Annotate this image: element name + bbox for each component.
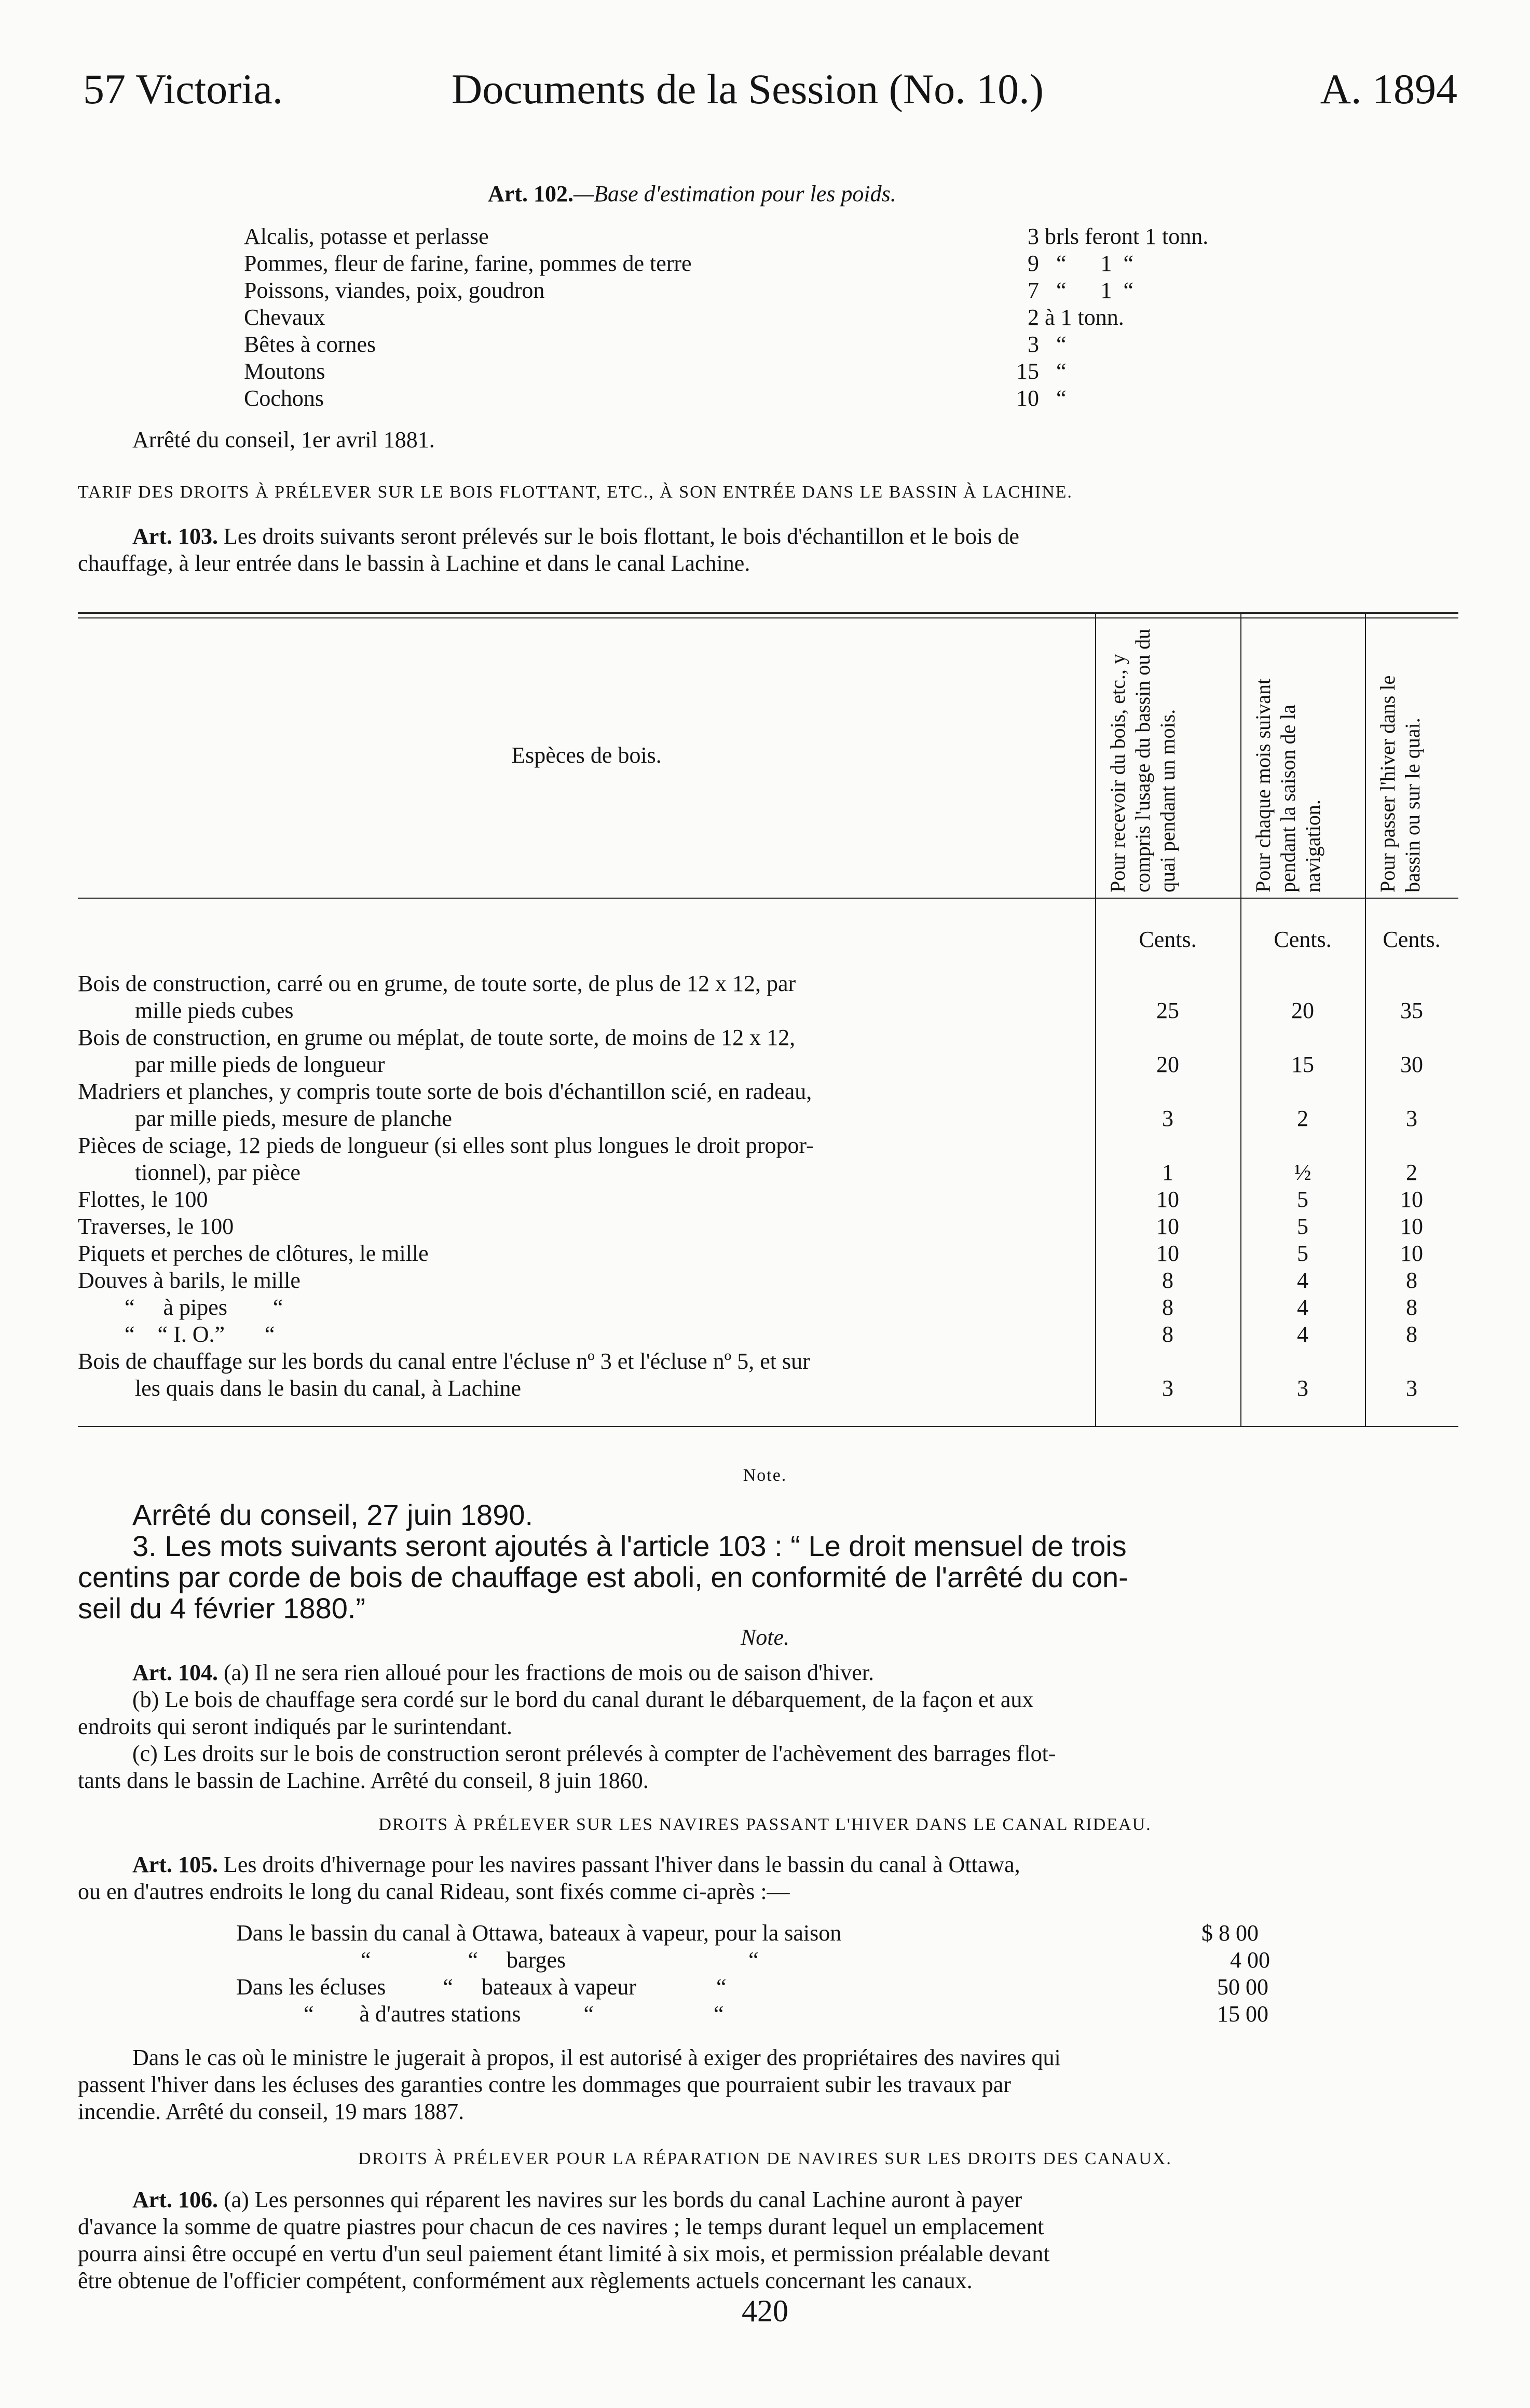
- rideau-heading: DROITS À PRÉLEVER SUR LES NAVIRES PASSANT L'HIVER DANS LE CANAL RIDEAU.: [378, 1815, 1152, 1834]
- table-row: Flottes, le 100 10 5 10: [78, 1187, 1423, 1212]
- art106-line4: être obtenue de l'officier compétent, conformément aux règlements actuels concernant les canaux.: [78, 2268, 973, 2293]
- table-row: Bois de chauffage sur les bords du canal entre l'écluse nº 3 et l'écluse nº 5, et sur les quais dans le basin du canal, à Lachine 3 3 3: [78, 1349, 1417, 1401]
- art102-number: Art. 102.: [488, 181, 573, 207]
- art106-line2: d'avance la somme de quatre piastres pour chacun de ces navires ; le temps durant lequel un emplacement: [78, 2214, 1044, 2239]
- note-line2: centins par corde de bois de chauffage est aboli, en conformité de l'arrêté du con-: [78, 1561, 1128, 1593]
- note-arrete: Arrêté du conseil, 27 juin 1890.: [132, 1498, 534, 1531]
- art105-p1: Dans le cas où le ministre le jugerait à propos, il est autorisé à exiger des propriétaires des navires qui: [132, 2045, 1061, 2070]
- art102-row: Alcalis, potasse et perlasse 3 brls feront 1 tonn.: [244, 224, 1209, 249]
- tariff-table: [78, 612, 1458, 1442]
- art104-a: Art. 104. (a) Il ne sera rien alloué pour les fractions de mois ou de saison d'hiver.: [132, 1660, 874, 1685]
- art105-line2: ou en d'autres endroits le long du canal Rideau, sont fixés comme ci-après :—: [78, 1879, 790, 1904]
- header-year: A. 1894: [1320, 65, 1457, 113]
- col-header-winter: Pour passer l'hiver dans le bassin ou sur le quai.: [1376, 675, 1424, 892]
- art102-heading: —Base d'estimation pour les poids.: [573, 181, 896, 207]
- art106-line1: Art. 106. (a) Les personnes qui réparent les navires sur les bords du canal Lachine auront à payer: [132, 2187, 1022, 2212]
- art103-line2: chauffage, à leur entrée dans le bassin à Lachine et dans le canal Lachine.: [78, 551, 750, 576]
- header-session: 57 Victoria.: [83, 65, 283, 113]
- rate-row: Dans les écluses “ bateaux à vapeur “ 50 00: [236, 1974, 1268, 2000]
- art102-row: Cochons 10 “: [244, 386, 1067, 411]
- art105-p3: incendie. Arrêté du conseil, 19 mars 1887.: [78, 2099, 465, 2124]
- table-row: Pièces de sciage, 12 pieds de longueur (si elles sont plus longues le droit propor- tionnel), par pièce 1 ½ 2: [78, 1133, 1417, 1185]
- table-top-rule-2: [78, 617, 1458, 618]
- table-header-rule: [78, 898, 1458, 899]
- table-row: Bois de construction, en grume ou méplat, de toute sorte, de moins de 12 x 12, par mille pieds de longueur 20 15 30: [78, 1025, 1423, 1077]
- note-italic: Note.: [740, 1625, 790, 1650]
- art103-line1: Art. 103. Les droits suivants seront prélevés sur le bois flottant, le bois d'échantillon et le bois de: [132, 524, 1019, 549]
- art102-row: Moutons 15 “: [244, 359, 1067, 384]
- unit-label: Cents.: [1383, 927, 1441, 952]
- art102-title: [488, 181, 896, 208]
- table-row: Douves à barils, le mille 8 4 8: [78, 1268, 1417, 1293]
- tarif-heading: TARIF DES DROITS À PRÉLEVER SUR LE BOIS FLOTTANT, ETC., À SON ENTRÉE DANS LE BASSIN À LACHINE.: [78, 483, 1073, 502]
- table-row: Piquets et perches de clôtures, le mille 10 5 10: [78, 1241, 1423, 1266]
- art105-line1: Art. 105. Les droits d'hivernage pour les navires passant l'hiver dans le bassin du canal à Ottawa,: [132, 1852, 1020, 1877]
- table-row: “ à pipes “ 8 4 8: [125, 1295, 1417, 1320]
- art104-c1: (c) Les droits sur le bois de construction seront prélevés à compter de l'achèvement des barrages flot-: [132, 1741, 1056, 1766]
- unit-label: Cents.: [1274, 927, 1332, 952]
- art102-arrete: Arrêté du conseil, 1er avril 1881.: [132, 427, 435, 452]
- note-title: Note.: [743, 1466, 787, 1485]
- art102-row: Chevaux 2 à 1 tonn.: [244, 305, 1124, 330]
- table-bottom-rule: [78, 1426, 1458, 1427]
- rate-row: Dans le bassin du canal à Ottawa, bateaux à vapeur, pour la saison $ 8 00: [236, 1920, 1259, 1946]
- col-header-first-month: Pour recevoir du bois, etc., y compris l'usage du bassin ou du quai pendant un mois.: [1106, 628, 1179, 892]
- table-row: Bois de construction, carré ou en grume, de toute sorte, de plus de 12 x 12, par mille pieds cubes 25 20 35: [78, 971, 1423, 1023]
- art105-p2: passent l'hiver dans les écluses des garanties contre les dommages que pourraient subir les travaux par: [78, 2072, 1011, 2097]
- art104-b1: (b) Le bois de chauffage sera cordé sur le bord du canal durant le débarquement, de la façon et aux: [132, 1687, 1034, 1712]
- art106-line3: pourra ainsi être occupé en vertu d'un seul paiement étant limité à six mois, et permission préalable devant: [78, 2241, 1050, 2266]
- rate-row: “ à d'autres stations “ “ 15 00: [304, 2001, 1268, 2027]
- rate-row: “ “ barges “ 4 00: [361, 1947, 1270, 1973]
- table-row: Traverses, le 100 10 5 10: [78, 1214, 1423, 1239]
- art102-row: Pommes, fleur de farine, farine, pommes de terre 9 “ 1 “: [244, 251, 1134, 276]
- unit-label: Cents.: [1139, 927, 1197, 952]
- table-top-rule: [78, 612, 1458, 614]
- col-header-species: Espèces de bois.: [511, 742, 662, 768]
- table-row: Madriers et planches, y compris toute sorte de bois d'échantillon scié, en radeau, par mille pieds, mesure de planche 3 2 3: [78, 1079, 1417, 1131]
- note-line3: seil du 4 février 1880.”: [78, 1592, 366, 1625]
- art104-b2: endroits qui seront indiqués par le surintendant.: [78, 1714, 513, 1739]
- art104-c2: tants dans le bassin de Lachine. Arrêté du conseil, 8 juin 1860.: [78, 1768, 649, 1793]
- note-line1: 3. Les mots suivants seront ajoutés à l'article 103 : “ Le droit mensuel de trois: [132, 1530, 1127, 1562]
- art105-rates: [236, 1920, 1300, 2029]
- page-number: 420: [742, 2294, 788, 2328]
- art102-row: Bêtes à cornes 3 “: [244, 332, 1067, 357]
- reparation-heading: DROITS À PRÉLEVER POUR LA RÉPARATION DE NAVIRES SUR LES DROITS DES CANAUX.: [358, 2149, 1172, 2168]
- table-row: “ “ I. O.” “ 8 4 8: [125, 1322, 1417, 1347]
- header-title: Documents de la Session (No. 10.): [452, 65, 1044, 113]
- col-header-each-month: Pour chaque mois suivant pendant la saison de la navigation.: [1251, 678, 1324, 892]
- art102-row: Poissons, viandes, poix, goudron 7 “ 1 “: [244, 278, 1134, 303]
